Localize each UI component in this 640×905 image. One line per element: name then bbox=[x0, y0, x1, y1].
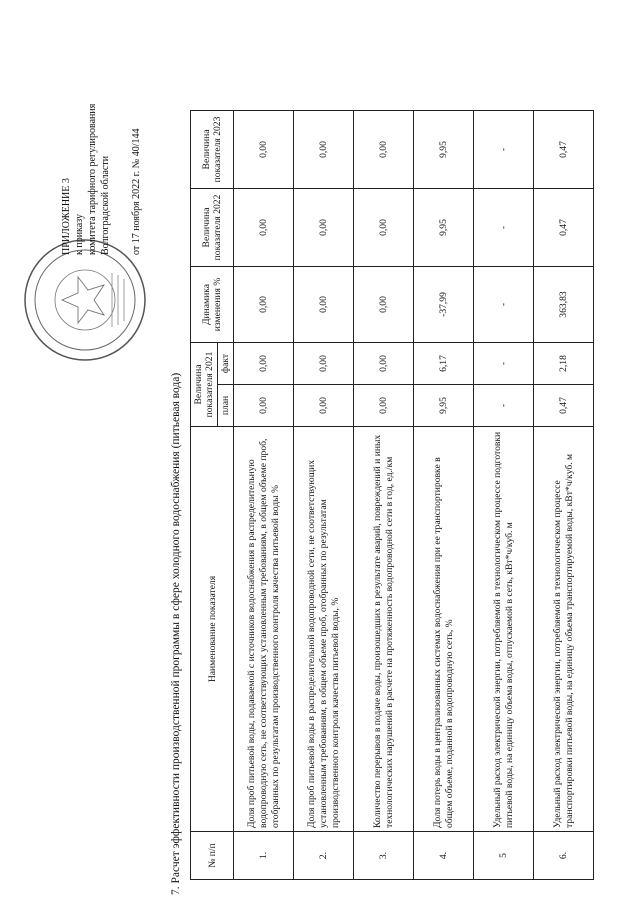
header-dynamics: Динамика изменения % bbox=[191, 266, 234, 342]
row-plan: - bbox=[474, 385, 534, 427]
row-dynamics: -37,99 bbox=[414, 266, 474, 342]
row-2022: 9,95 bbox=[414, 188, 474, 266]
table-row bbox=[234, 32, 294, 879]
appendix-date: от 17 ноября 2022 г. № 40/144 bbox=[131, 128, 142, 255]
table-row bbox=[534, 32, 594, 879]
row-plan: 9,95 bbox=[414, 385, 474, 427]
header-fact: факт bbox=[218, 342, 234, 384]
header-plan: план bbox=[218, 385, 234, 427]
header-2022: Величина показателя 2022 bbox=[191, 188, 234, 266]
row-2022: 0,00 bbox=[234, 188, 294, 266]
header-name: Наименование показателя bbox=[191, 427, 234, 832]
table-row bbox=[294, 32, 354, 879]
table-row bbox=[414, 32, 474, 879]
row-name: Доля проб питьевой воды в распределительной водопроводной сети, не соответствующих установленным требованиям, в общем объеме проб, отобранных по результатам производственного контроля качества питьевой воды, % bbox=[294, 427, 354, 832]
row-fact: 0,00 bbox=[234, 342, 294, 384]
row-2023: 0,47 bbox=[534, 110, 594, 188]
row-name: Доля потерь воды в централизованных системах водоснабжения при ее транспортировке в общем объеме, поданной в водопроводную сеть, % bbox=[414, 427, 474, 832]
row-num: 5 bbox=[474, 832, 534, 880]
row-name: Количество перерывов в подаче воды, произошедших в результате аварий, повреждений и иных технологических нарушений в расчете на протяженность водопроводной сети в год, ед./км bbox=[354, 427, 414, 832]
row-num: 2. bbox=[294, 832, 354, 880]
row-plan: 0,00 bbox=[354, 385, 414, 427]
row-num: 4. bbox=[414, 832, 474, 880]
row-plan: 0,00 bbox=[234, 385, 294, 427]
row-name: Удельный расход электрической энергии, потребляемой в технологическом процессе транспортировки питьевой воды, на единицу объема транспортируемой воды, кВт*ч/куб. м bbox=[534, 427, 594, 832]
section-title: 7. Расчет эффективности производственной программы в сфере холодного водоснабжения (питьевая вода) bbox=[170, 372, 182, 895]
row-2022: 0,47 bbox=[534, 188, 594, 266]
row-2023: 0,00 bbox=[234, 110, 294, 188]
table-header-row bbox=[191, 32, 218, 879]
header-num: № п/п bbox=[191, 832, 234, 880]
header-2021: Величина показателя 2021 bbox=[191, 342, 218, 426]
row-num: 6. bbox=[534, 832, 594, 880]
efficiency-table bbox=[190, 32, 594, 880]
row-fact: - bbox=[474, 342, 534, 384]
header-2023: Величина показателя 2023 bbox=[191, 110, 234, 188]
row-2023: 0,00 bbox=[294, 110, 354, 188]
row-fact: 6,17 bbox=[414, 342, 474, 384]
row-fact: 0,00 bbox=[294, 342, 354, 384]
appendix-line: Волгоградской области bbox=[100, 155, 111, 255]
appendix-line: к приказу bbox=[74, 214, 85, 255]
row-dynamics: - bbox=[474, 266, 534, 342]
row-num: 1. bbox=[234, 832, 294, 880]
row-dynamics: 0,00 bbox=[354, 266, 414, 342]
row-num: 3. bbox=[354, 832, 414, 880]
table-row bbox=[354, 32, 414, 879]
row-2022: 0,00 bbox=[354, 188, 414, 266]
row-2022: - bbox=[474, 188, 534, 266]
row-dynamics: 0,00 bbox=[234, 266, 294, 342]
row-dynamics: 363,83 bbox=[534, 266, 594, 342]
appendix-block bbox=[60, 104, 143, 255]
table-row bbox=[474, 32, 534, 879]
row-2023: - bbox=[474, 110, 534, 188]
row-2023: 0,00 bbox=[354, 110, 414, 188]
row-fact: 2,18 bbox=[534, 342, 594, 384]
row-plan: 0,47 bbox=[534, 385, 594, 427]
row-name: Удельный расход электрической энергии, потребляемой в технологическом процессе подготовки питьевой воды, на единицу объема воды, отпускаемой в сеть, кВт*ч/куб. м bbox=[474, 427, 534, 832]
row-2022: 0,00 bbox=[294, 188, 354, 266]
row-dynamics: 0,00 bbox=[294, 266, 354, 342]
row-2023: 9,95 bbox=[414, 110, 474, 188]
appendix-line: комитета тарифного регулирования bbox=[87, 103, 98, 255]
appendix-title: ПРИЛОЖЕНИЕ 3 bbox=[61, 178, 72, 255]
row-fact: 0,00 bbox=[354, 342, 414, 384]
row-plan: 0,00 bbox=[294, 385, 354, 427]
row-name: Доля проб питьевой воды, подаваемой с источников водоснабжения в распределительную водопроводную сеть, не соответствующих установленным требованиям, в общем объеме проб, отобранных по результатам производственного контроля качества питьевой воды % bbox=[234, 427, 294, 832]
